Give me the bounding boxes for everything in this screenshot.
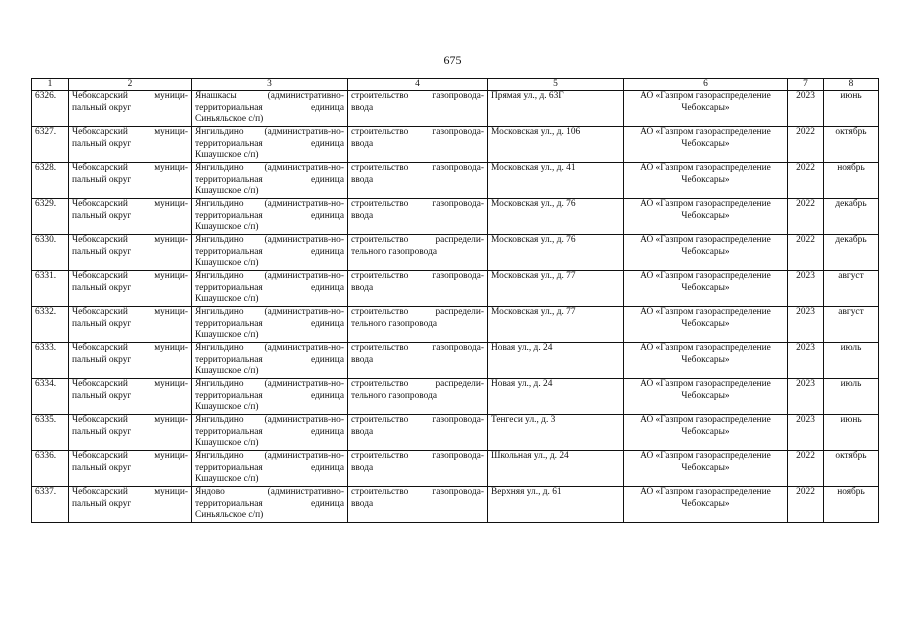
row-number-cell: 6326. [32,91,69,127]
settlement-cell: Янгильдино (административ-но-территориальная единица Кшаушское с/п) [192,415,348,451]
organization-cell: АО «Газпром газораспределение Чебоксары» [624,343,788,379]
month-cell: октябрь [824,451,879,487]
table-row [32,451,879,487]
settlement-cell: Янгильдино (административ-но-территориальная единица Кшаушское с/п) [192,199,348,235]
year-cell: 2023 [788,415,824,451]
district-cell: Чебоксарский муници-пальный округ [69,127,192,163]
organization-cell: АО «Газпром газораспределение Чебоксары» [624,379,788,415]
year-cell: 2022 [788,235,824,271]
district-cell: Чебоксарский муници-пальный округ [69,271,192,307]
row-number-cell: 6328. [32,163,69,199]
gas-pipeline-registry-table [31,78,879,523]
address-cell: Верхняя ул., д. 61 [488,487,624,523]
year-cell: 2022 [788,451,824,487]
month-cell: ноябрь [824,487,879,523]
work-type-cell: строительство газопровода-ввода [348,271,488,307]
address-cell: Тенгеси ул., д. 3 [488,415,624,451]
district-cell: Чебоксарский муници-пальный округ [69,199,192,235]
month-cell: июль [824,379,879,415]
settlement-cell: Янгильдино (административ-но-территориальная единица Кшаушское с/п) [192,163,348,199]
district-cell: Чебоксарский муници-пальный округ [69,235,192,271]
column-header: 7 [788,79,824,91]
district-cell: Чебоксарский муници-пальный округ [69,163,192,199]
settlement-cell: Янгильдино (административ-но-территориальная единица Кшаушское с/п) [192,307,348,343]
address-cell: Московская ул., д. 76 [488,199,624,235]
organization-cell: АО «Газпром газораспределение Чебоксары» [624,199,788,235]
settlement-cell: Янгильдино (административ-но-территориальная единица Кшаушское с/п) [192,127,348,163]
table-row [32,307,879,343]
work-type-cell: строительство газопровода-ввода [348,415,488,451]
row-number-cell: 6335. [32,415,69,451]
row-number-cell: 6333. [32,343,69,379]
month-cell: ноябрь [824,163,879,199]
work-type-cell: строительство распредели-тельного газопровода [348,307,488,343]
row-number-cell: 6327. [32,127,69,163]
column-header: 6 [624,79,788,91]
work-type-cell: строительство газопровода-ввода [348,163,488,199]
column-number-row [32,79,879,91]
year-cell: 2023 [788,91,824,127]
address-cell: Новая ул., д. 24 [488,343,624,379]
table-row [32,415,879,451]
month-cell: июль [824,343,879,379]
month-cell: август [824,271,879,307]
address-cell: Прямая ул., д. 63Г [488,91,624,127]
address-cell: Московская ул., д. 41 [488,163,624,199]
month-cell: октябрь [824,127,879,163]
column-header: 1 [32,79,69,91]
row-number-cell: 6329. [32,199,69,235]
work-type-cell: строительство распредели-тельного газопровода [348,235,488,271]
table-row [32,487,879,523]
year-cell: 2023 [788,379,824,415]
settlement-cell: Янгильдино (административ-но-территориальная единица Кшаушское с/п) [192,343,348,379]
year-cell: 2022 [788,163,824,199]
column-header: 2 [69,79,192,91]
row-number-cell: 6330. [32,235,69,271]
settlement-cell: Янгильдино (административ-но-территориальная единица Кшаушское с/п) [192,379,348,415]
month-cell: июнь [824,91,879,127]
month-cell: июнь [824,415,879,451]
district-cell: Чебоксарский муници-пальный округ [69,487,192,523]
year-cell: 2022 [788,487,824,523]
district-cell: Чебоксарский муници-пальный округ [69,451,192,487]
address-cell: Московская ул., д. 106 [488,127,624,163]
organization-cell: АО «Газпром газораспределение Чебоксары» [624,163,788,199]
year-cell: 2023 [788,307,824,343]
organization-cell: АО «Газпром газораспределение Чебоксары» [624,451,788,487]
settlement-cell: Янгильдино (административ-но-территориальная единица Кшаушское с/п) [192,451,348,487]
table-row [32,343,879,379]
organization-cell: АО «Газпром газораспределение Чебоксары» [624,235,788,271]
row-number-cell: 6332. [32,307,69,343]
row-number-cell: 6331. [32,271,69,307]
organization-cell: АО «Газпром газораспределение Чебоксары» [624,127,788,163]
organization-cell: АО «Газпром газораспределение Чебоксары» [624,271,788,307]
organization-cell: АО «Газпром газораспределение Чебоксары» [624,487,788,523]
organization-cell: АО «Газпром газораспределение Чебоксары» [624,91,788,127]
column-header: 4 [348,79,488,91]
row-number-cell: 6334. [32,379,69,415]
work-type-cell: строительство газопровода-ввода [348,451,488,487]
table-row [32,91,879,127]
work-type-cell: строительство распредели-тельного газопровода [348,379,488,415]
district-cell: Чебоксарский муници-пальный округ [69,379,192,415]
column-header: 3 [192,79,348,91]
district-cell: Чебоксарский муници-пальный округ [69,91,192,127]
settlement-cell: Янашкасы (административно-территориальная единица Синьяльское с/п) [192,91,348,127]
month-cell: декабрь [824,235,879,271]
address-cell: Московская ул., д. 77 [488,307,624,343]
district-cell: Чебоксарский муници-пальный округ [69,307,192,343]
month-cell: август [824,307,879,343]
table-row [32,379,879,415]
month-cell: декабрь [824,199,879,235]
organization-cell: АО «Газпром газораспределение Чебоксары» [624,415,788,451]
work-type-cell: строительство газопровода-ввода [348,199,488,235]
organization-cell: АО «Газпром газораспределение Чебоксары» [624,307,788,343]
year-cell: 2022 [788,127,824,163]
row-number-cell: 6336. [32,451,69,487]
table-row [32,271,879,307]
district-cell: Чебоксарский муници-пальный округ [69,415,192,451]
settlement-cell: Янгильдино (административ-но-территориальная единица Кшаушское с/п) [192,271,348,307]
work-type-cell: строительство газопровода-ввода [348,487,488,523]
table-row [32,163,879,199]
district-cell: Чебоксарский муници-пальный округ [69,343,192,379]
year-cell: 2023 [788,343,824,379]
address-cell: Московская ул., д. 77 [488,271,624,307]
address-cell: Школьная ул., д. 24 [488,451,624,487]
work-type-cell: строительство газопровода-ввода [348,343,488,379]
year-cell: 2023 [788,271,824,307]
table-row [32,235,879,271]
address-cell: Московская ул., д. 76 [488,235,624,271]
page-number: 675 [443,53,462,67]
settlement-cell: Яндово (административно-территориальная единица Синьяльское с/п) [192,487,348,523]
column-header: 8 [824,79,879,91]
settlement-cell: Янгильдино (административ-но-территориальная единица Кшаушское с/п) [192,235,348,271]
table-row [32,199,879,235]
row-number-cell: 6337. [32,487,69,523]
address-cell: Новая ул., д. 24 [488,379,624,415]
work-type-cell: строительство газопровода-ввода [348,127,488,163]
work-type-cell: строительство газопровода-ввода [348,91,488,127]
year-cell: 2022 [788,199,824,235]
column-header: 5 [488,79,624,91]
table-row [32,127,879,163]
